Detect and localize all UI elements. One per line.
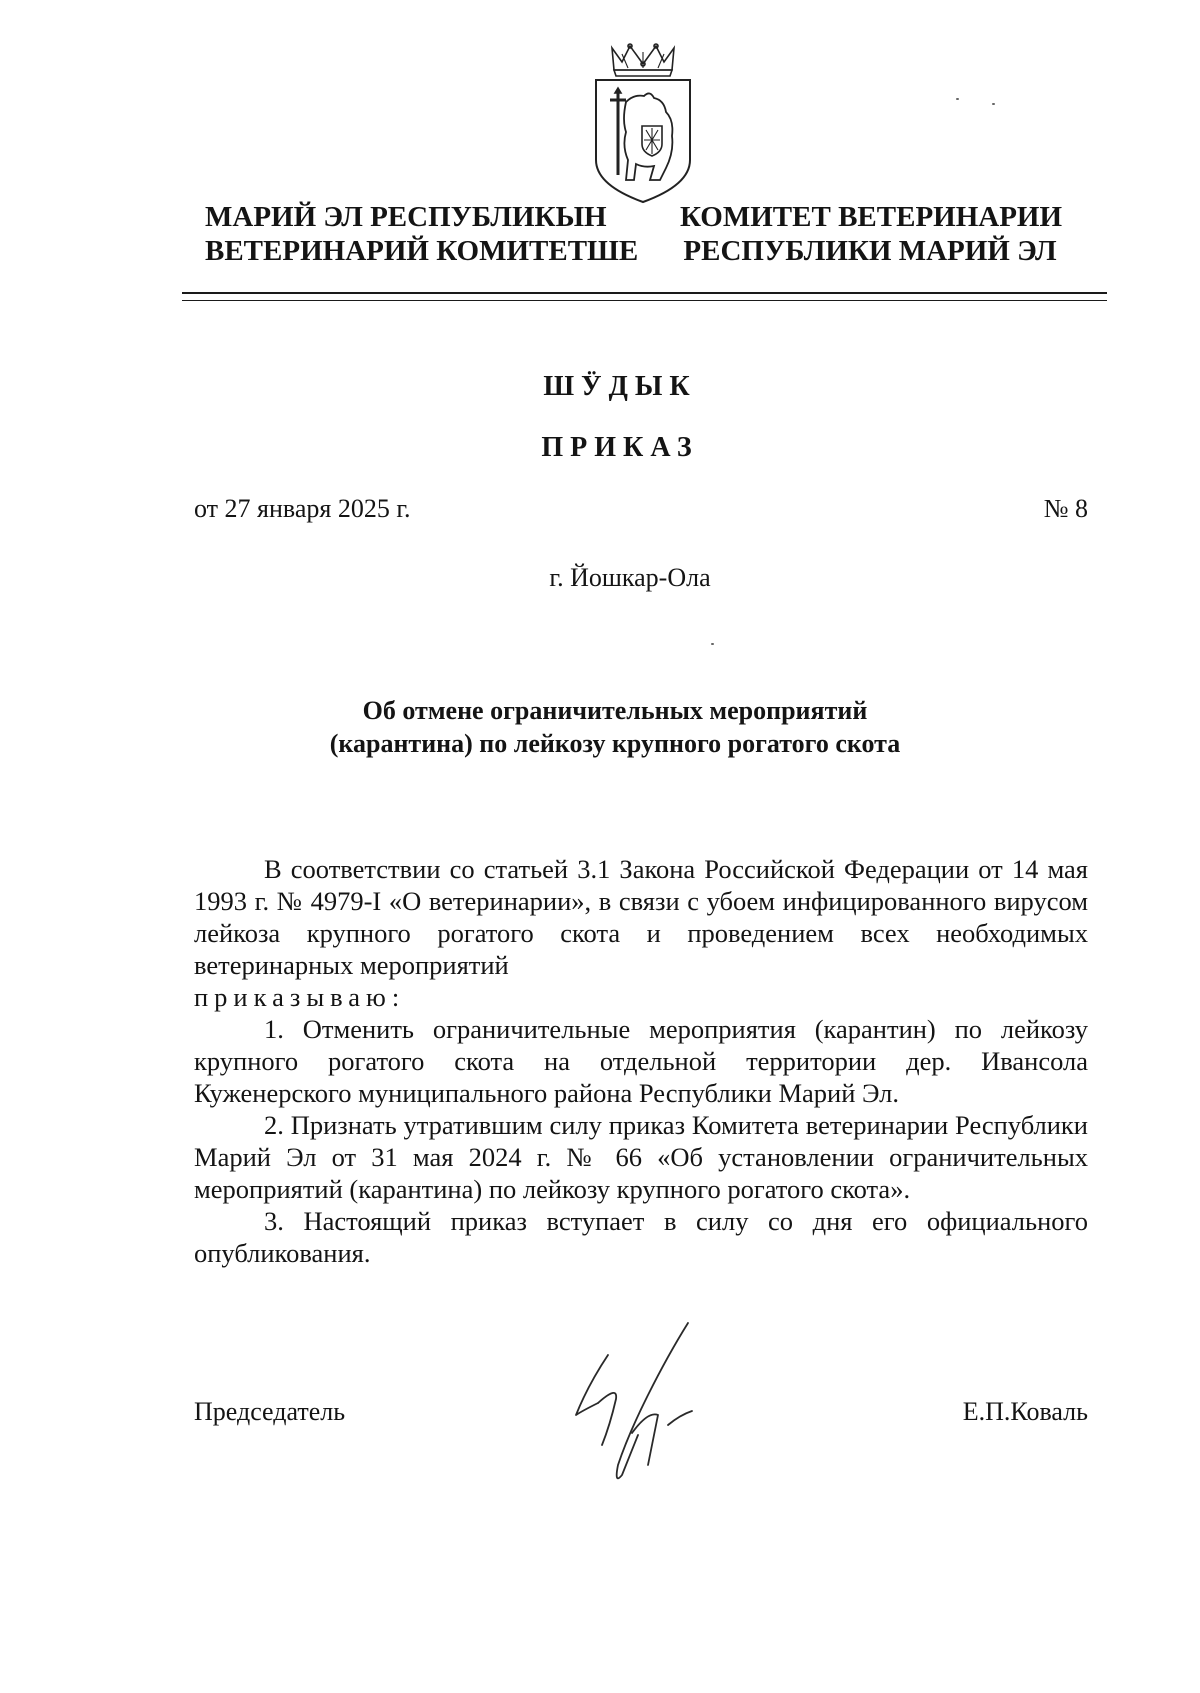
coat-of-arms-icon <box>588 40 698 208</box>
scan-speck <box>956 98 959 100</box>
header-left-line1: МАРИЙ ЭЛ РЕСПУБЛИКЫН <box>205 201 607 233</box>
scan-speck <box>711 643 714 645</box>
body-item-1: 1. Отменить ограничительные мероприятия (карантин) по лейкозу крупного рогатого скота на отдельной территории дер. Ивансола Куженерского муниципального района Республики Марий Эл. <box>194 1014 1088 1108</box>
body-item-2: 2. Признать утратившим силу приказ Комитета ветеринарии Республики Марий Эл от 31 мая 2024 г. № 66 «Об установлении ограничительных мероприятий (карантина) по лейкозу крупного рогатого скота». <box>194 1110 1088 1204</box>
header-left-block <box>205 200 639 268</box>
subject-line1: Об отмене ограничительных мероприятий <box>362 696 868 725</box>
body-item-3: 3. Настоящий приказ вступает в силу со дня его официального опубликования. <box>194 1206 1088 1268</box>
doc-type-mari: ШӰДЫК <box>543 371 697 402</box>
document-city: г. Йошкар-Ола <box>549 563 711 592</box>
header-rule-thin <box>182 300 1107 301</box>
header-right-line2: РЕСПУБЛИКИ МАРИЙ ЭЛ <box>683 235 1057 267</box>
signatory-name: Е.П.Коваль <box>962 1397 1088 1426</box>
body-order-word: приказываю: <box>194 982 406 1012</box>
handwritten-signature-icon <box>568 1315 728 1495</box>
scan-speck <box>992 103 995 105</box>
header-rule-thick <box>182 292 1107 294</box>
document-subject <box>0 694 1200 760</box>
document-body <box>194 853 1088 1269</box>
header-left-line2: ВЕТЕРИНАРИЙ КОМИТЕТШЕ <box>205 235 639 267</box>
signatory-position: Председатель <box>194 1397 346 1426</box>
header-right-block <box>680 200 1063 268</box>
subject-line2: (карантина) по лейкозу крупного рогатого скота <box>329 729 901 758</box>
document-date: от 27 января 2025 г. <box>194 494 411 523</box>
header-right-line1: КОМИТЕТ ВЕТЕРИНАРИИ <box>680 201 1063 233</box>
body-preamble: В соответствии со статьей 3.1 Закона Российской Федерации от 14 мая 1993 г. № 4979-I «О ветеринарии», в связи с убоем инфицированного вирусом лейкоза крупного рогатого скота и проведением всех необходимых ветеринарных мероприятий <box>194 854 1088 980</box>
document-number: № 8 <box>1043 494 1088 523</box>
doc-type-ru: ПРИКАЗ <box>541 432 699 463</box>
